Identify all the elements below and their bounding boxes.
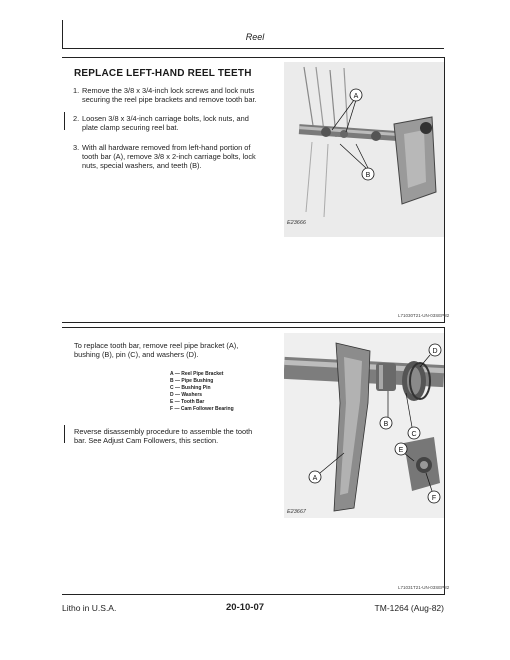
step-1	[73, 86, 292, 104]
footer-page-number: 20-10-07	[226, 602, 265, 613]
footer-litho: Litho in U.S.A.	[62, 603, 117, 613]
callout-b: B	[365, 172, 371, 179]
legend-item: D — Washers	[170, 392, 203, 398]
legend-item: F — Cam Follower Bearing	[170, 406, 234, 412]
step-number: 3.	[73, 143, 80, 152]
step-text-line: tooth bar (A), remove 3/8 x 2-inch carriage bolts, lock	[82, 152, 256, 161]
step-3	[73, 143, 292, 170]
step-number: 1.	[73, 86, 80, 95]
legend-item: E — Tooth Bar	[170, 399, 205, 405]
section2-bottom-rule	[62, 594, 445, 595]
step-text-line: With all hardware removed from left-hand portion of	[82, 143, 251, 152]
outro-paragraph	[74, 427, 286, 445]
legend-item: C — Bushing Pin	[170, 385, 211, 391]
outro-line: bar. See Adjust Cam Followers, this section.	[74, 436, 219, 445]
intro-line: bushing (B), pin (C), and washers (D).	[74, 350, 199, 359]
step-number: 2.	[73, 114, 80, 123]
change-bar	[64, 112, 65, 130]
callout-a: A	[353, 93, 359, 100]
section1-top-rule	[62, 57, 444, 58]
header-bottom-rule	[62, 48, 444, 49]
callout-e: E	[398, 447, 404, 454]
tooth-bar-assembly-photo	[284, 333, 444, 518]
page-header-title: Reel	[245, 32, 265, 42]
step-text-line: Remove the 3/8 x 3/4-inch lock screws and lock nuts	[82, 86, 255, 95]
photo-code: L71030T21-UN-03SEP82	[398, 313, 450, 318]
photo-id: E23666	[287, 220, 306, 226]
footer-manual-id: TM-1264 (Aug-82)	[374, 603, 444, 613]
callout-b: B	[383, 421, 389, 428]
outro-line: Reverse disassembly procedure to assemble the tooth	[74, 427, 253, 436]
intro-line: To replace tooth bar, remove reel pipe bracket (A),	[74, 341, 239, 350]
intro-paragraph	[74, 341, 286, 359]
step-text-line: plate clamp securing reel bat.	[82, 123, 179, 132]
step-text-line: securing the reel pipe brackets and remove tooth bar.	[82, 95, 257, 104]
legend-item: B — Pipe Bushing	[170, 378, 214, 384]
callout-d: D	[432, 348, 438, 355]
legend-item: A — Reel Pipe Bracket	[170, 371, 224, 377]
section2-top-rule	[62, 327, 444, 328]
change-bar	[64, 425, 65, 443]
photo-code: L71031T21-UN-03SEP82	[398, 585, 450, 590]
reel-teeth-photo	[284, 62, 444, 237]
section1-right-rule	[444, 57, 445, 322]
callout-f: F	[431, 495, 437, 502]
callout-a: A	[312, 475, 318, 482]
step-2	[73, 114, 292, 132]
step-text-line: nuts, special washers, and teeth (B).	[82, 161, 202, 170]
photo-id: E23667	[287, 509, 306, 515]
section2-right-rule	[444, 327, 445, 594]
step-text-line: Loosen 3/8 x 3/4-inch carriage bolts, lock nuts, and	[82, 114, 249, 123]
callout-c: C	[411, 431, 417, 438]
parts-legend	[170, 371, 234, 413]
section1-title: REPLACE LEFT-HAND REEL TEETH	[74, 68, 252, 79]
section1-bottom-rule	[62, 322, 445, 323]
